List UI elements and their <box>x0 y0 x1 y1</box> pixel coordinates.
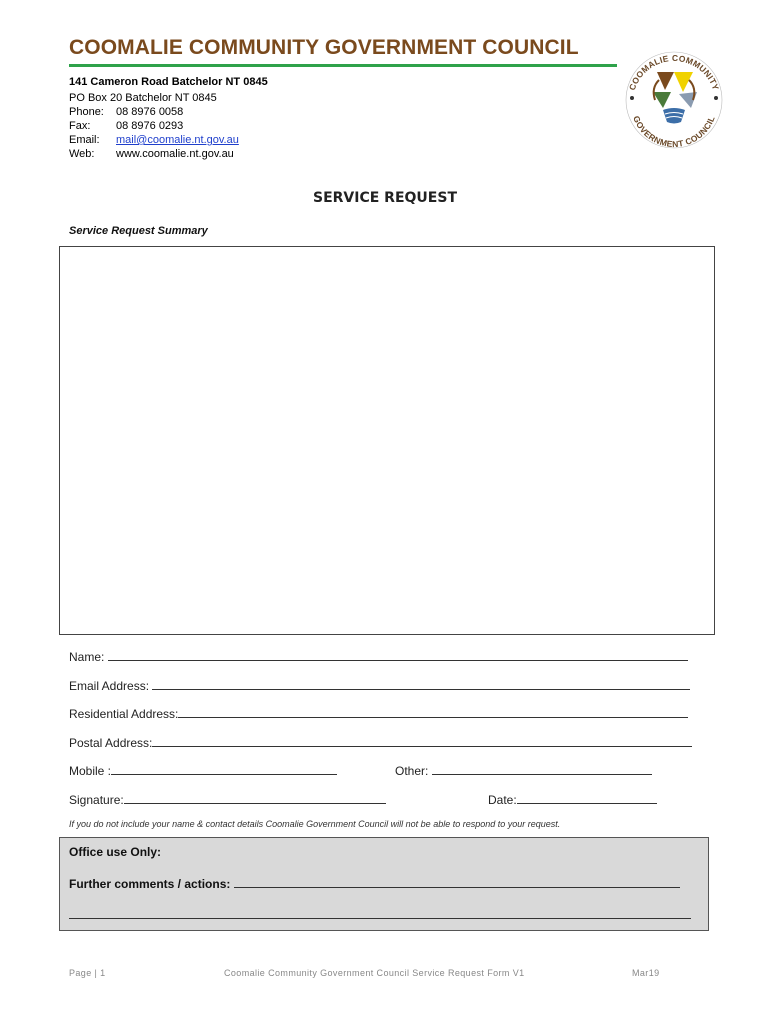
residential-input-line[interactable] <box>178 705 688 718</box>
contact-web <box>69 147 239 161</box>
further-comments-label: Further comments / actions: <box>69 877 231 891</box>
other-label: Other: <box>395 764 429 778</box>
further-comments-line-2[interactable] <box>69 906 691 919</box>
date-input-line[interactable] <box>517 791 657 804</box>
logo-top-text: COOMALIE COMMUNITY <box>626 52 722 92</box>
further-comments-line-1[interactable] <box>234 875 680 888</box>
po-box: PO Box 20 Batchelor NT 0845 <box>69 92 217 104</box>
further-comments-field-2[interactable] <box>69 906 691 922</box>
signature-field[interactable] <box>69 791 386 807</box>
further-comments-field[interactable] <box>69 875 680 891</box>
logo-bottom-text: GOVERNMENT COUNCIL <box>631 114 717 150</box>
mobile-field[interactable] <box>69 762 337 778</box>
other-input-line[interactable] <box>432 762 652 775</box>
summary-textarea[interactable] <box>59 246 715 635</box>
phone-label: Phone: <box>69 106 104 118</box>
web-value: www.coomalie.nt.gov.au <box>116 148 234 160</box>
footer-doc-title: Coomalie Community Government Council Service Request Form V1 <box>224 968 525 978</box>
council-title: COOMALIE COMMUNITY GOVERNMENT COUNCIL <box>69 36 579 59</box>
date-field[interactable] <box>488 791 657 807</box>
postal-label: Postal Address: <box>69 736 153 750</box>
email-link[interactable]: mail@coomalie.nt.gov.au <box>116 134 239 146</box>
web-label: Web: <box>69 148 95 160</box>
email-address-label: Email Address: <box>69 679 150 693</box>
email-field[interactable] <box>69 677 690 693</box>
name-label: Name: <box>69 650 105 664</box>
name-field[interactable] <box>69 648 688 664</box>
other-field[interactable] <box>395 762 652 778</box>
contact-phone <box>69 105 239 119</box>
footer-date: Mar19 <box>632 968 660 978</box>
summary-label: Service Request Summary <box>69 225 208 237</box>
mobile-label: Mobile : <box>69 764 112 778</box>
office-use-title: Office use Only: <box>69 845 162 859</box>
form-heading: SERVICE REQUEST <box>313 190 457 206</box>
residential-label: Residential Address: <box>69 707 179 721</box>
contact-block <box>69 91 239 161</box>
phone-value: 08 8976 0058 <box>116 106 184 118</box>
signature-input-line[interactable] <box>124 791 386 804</box>
email-input-line[interactable] <box>152 677 690 690</box>
contact-email <box>69 133 239 147</box>
signature-label: Signature: <box>69 793 124 807</box>
street-address: 141 Cameron Road Batchelor NT 0845 <box>69 76 268 88</box>
postal-input-line[interactable] <box>152 734 692 747</box>
fax-value: 08 8976 0293 <box>116 120 184 132</box>
postal-field[interactable] <box>69 734 692 750</box>
fax-label: Fax: <box>69 120 91 132</box>
council-logo <box>619 46 729 150</box>
email-label: Email: <box>69 134 100 146</box>
mobile-input-line[interactable] <box>111 762 337 775</box>
disclaimer-text: If you do not include your name & contact details Coomalie Government Council will not be able to respond to your request. <box>69 819 561 829</box>
residential-field[interactable] <box>69 705 688 721</box>
date-label: Date: <box>488 793 517 807</box>
footer-page-number: Page | 1 <box>69 968 106 978</box>
name-input-line[interactable] <box>108 648 688 661</box>
header-divider <box>69 64 617 67</box>
contact-fax <box>69 119 239 133</box>
